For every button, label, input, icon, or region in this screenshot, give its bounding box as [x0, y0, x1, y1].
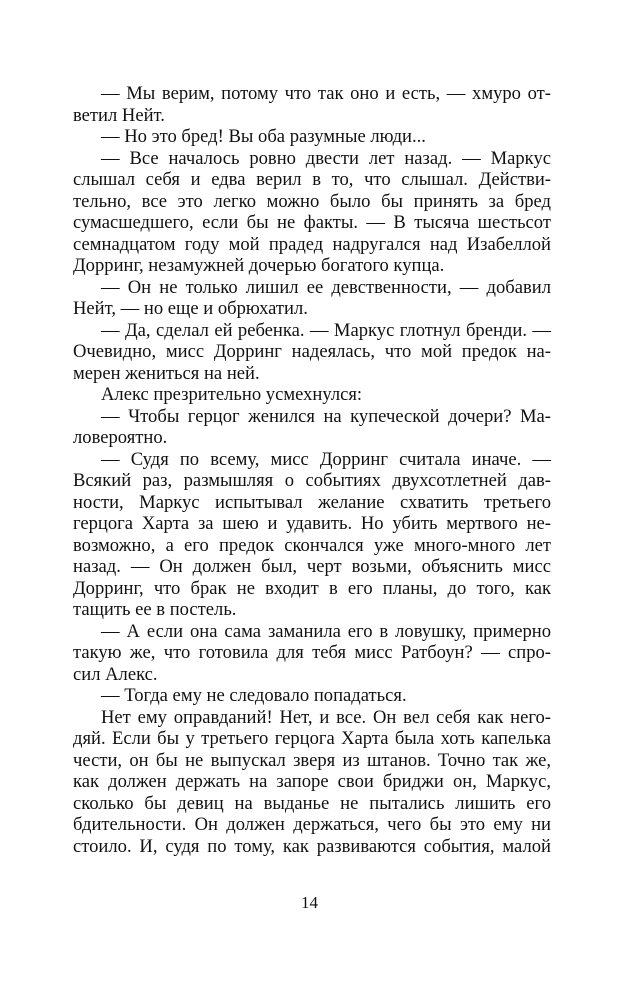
text-line: ности, Маркус испытывал желание схватить третьего	[73, 491, 551, 513]
text-line: — Но это бред! Вы оба разумные люди...	[101, 126, 426, 147]
text-line: Нет ему оправданий! Нет, и все. Он вел себя как него-	[101, 706, 551, 728]
page-number: 14	[301, 893, 318, 912]
text-line: тащить ее в постель.	[73, 599, 237, 620]
text-line: — Чтобы герцог женился на купеческой дочери? Ма-	[101, 405, 551, 427]
text-line: ветил Нейт.	[73, 104, 165, 126]
text-line: такую же, что готовила для тебя мисс Ратбоун? — спро-	[73, 642, 551, 663]
text-line: дяй. Если бы у третьего герцога Харта была хоть капелька	[73, 728, 551, 749]
text-line: ловероятно.	[73, 427, 168, 448]
text-line: Очевидно, мисс Дорринг надеялась, что мой предок на-	[73, 341, 551, 362]
text-line: мерен жениться на ней.	[73, 362, 260, 384]
text-line: Нейт, — но еще и обрюхатил.	[73, 298, 308, 319]
text-line: Всякий раз, размышляя о событиях двухсотлетней дав-	[73, 470, 551, 491]
body-text	[73, 83, 551, 857]
text-line: чести, он бы не выпускал зверя из штанов. Точно так же,	[73, 749, 551, 771]
text-line: стоило. И, судя по тому, как развиваются события, малой	[73, 835, 551, 857]
text-line: — Тогда ему не следовало попадаться.	[101, 685, 407, 706]
text-line: — Судя по всему, мисс Дорринг считала иначе. —	[101, 448, 551, 470]
text-line: Дорринг, незамужней дочерью богатого купца.	[73, 255, 445, 276]
text-line: как должен держать на запоре свои бриджи он, Маркус,	[73, 771, 551, 792]
text-line: Алекс презрительно усмехнулся:	[101, 384, 363, 405]
text-line: герцога Харта за шею и удавить. Но убить мертвого не-	[73, 513, 551, 534]
text-line: сил Алекс.	[73, 663, 158, 685]
text-line: назад. — Он должен был, черт возьми, объяснить мисс	[73, 556, 551, 577]
text-line: — А если она сама заманила его в ловушку, примерно	[101, 620, 551, 642]
text-line: — Все началось ровно двести лет назад. — Маркус	[101, 147, 551, 169]
text-line: — Да, сделал ей ребенка. — Маркус глотнул бренди. —	[101, 319, 551, 341]
text-line: — Он не только лишил ее девственности, — добавил	[101, 276, 551, 298]
text-line: сколько бы девиц на выданье не пытались лишить его	[73, 792, 551, 814]
text-line: тельно, все это легко можно было бы принять за бред	[73, 190, 551, 212]
text-line: Дорринг, что брак не входит в его планы, до того, как	[73, 577, 551, 599]
text-line: слышал себя и едва верил в то, что слышал. Действи-	[73, 169, 551, 190]
text-line: возможно, а его предок скончался уже много-много лет	[73, 534, 551, 556]
text-line: семнадцатом году мой прадед надругался над Изабеллой	[73, 233, 551, 255]
text-line: бдительности. Он должен держаться, чего бы это ему ни	[73, 814, 551, 835]
text-line: сумасшедшего, если бы не факты. — В тысяча шестьсот	[73, 212, 551, 233]
text-line: — Мы верим, потому что так оно и есть, — хмуро от-	[101, 83, 551, 104]
